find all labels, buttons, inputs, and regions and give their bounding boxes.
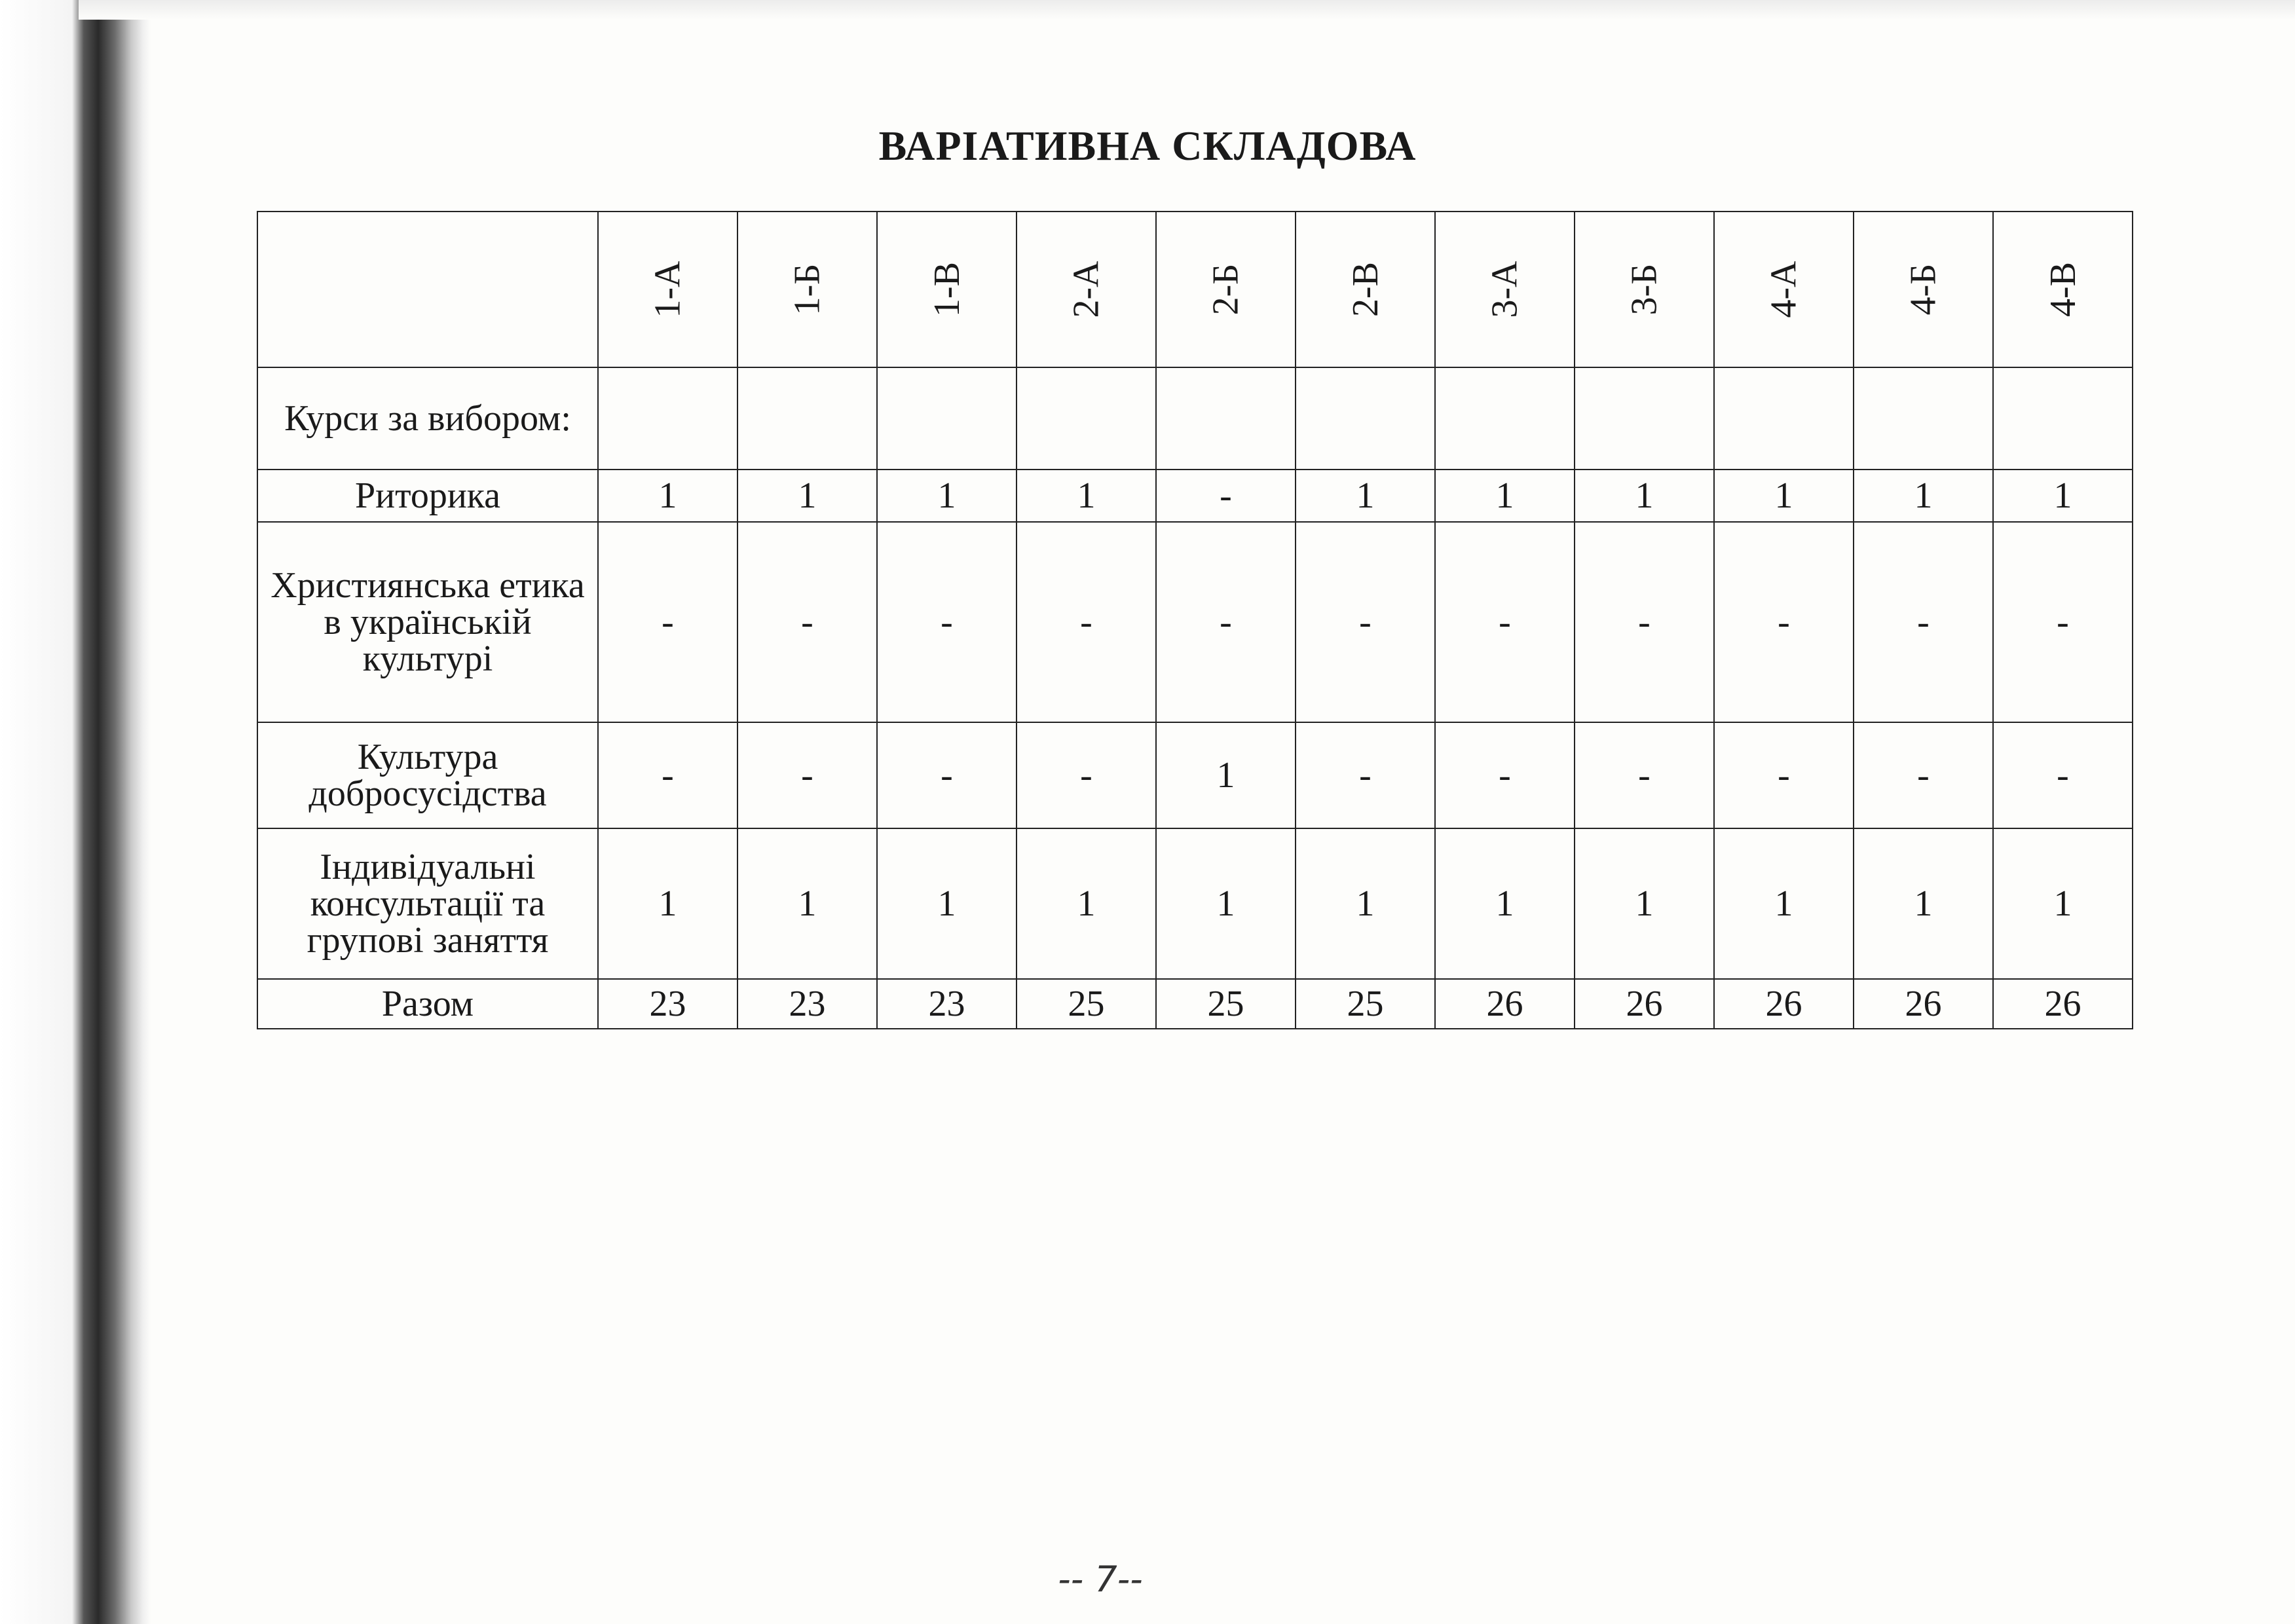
table-cell	[1854, 367, 1993, 470]
table-cell: -	[737, 522, 877, 722]
table-cell: -	[1017, 722, 1156, 828]
table-cell	[1993, 367, 2133, 470]
table-cell: -	[598, 722, 737, 828]
table-cell: -	[1156, 470, 1296, 522]
table-cell: 25	[1296, 979, 1435, 1029]
row-label: Індивідуальні консультації та групові заняття	[257, 828, 598, 979]
table-cell: 23	[877, 979, 1017, 1029]
row-label: Культура добросусідства	[257, 722, 598, 828]
table-cell: -	[1854, 722, 1993, 828]
table-cell: 23	[598, 979, 737, 1029]
table-cell: -	[1854, 522, 1993, 722]
table-cell: 1	[1017, 470, 1156, 522]
table-header-row	[257, 212, 2133, 367]
table-cell: 1	[877, 828, 1017, 979]
row-label: Курси за вибором:	[257, 367, 598, 470]
table-cell: -	[1435, 722, 1575, 828]
header-corner-cell	[257, 212, 598, 367]
table-cell: -	[877, 522, 1017, 722]
column-header: 2-Б	[1156, 212, 1296, 367]
table-cell: 1	[1017, 828, 1156, 979]
binding-shadow	[0, 0, 151, 1624]
row-label: Разом	[257, 979, 598, 1029]
page-number: -- 7--	[1058, 1559, 1143, 1600]
table-cell	[1156, 367, 1296, 470]
table-cell: -	[1575, 722, 1714, 828]
table-cell: -	[877, 722, 1017, 828]
table-cell: 1	[1993, 828, 2133, 979]
table-cell: 1	[1296, 828, 1435, 979]
table-row	[257, 470, 2133, 522]
table-cell: 1	[877, 470, 1017, 522]
table-cell: 1	[1435, 828, 1575, 979]
table-cell: -	[1435, 522, 1575, 722]
table-cell: 1	[1714, 470, 1854, 522]
table-cell: -	[1156, 522, 1296, 722]
table-row	[257, 828, 2133, 979]
table-cell: 26	[1993, 979, 2133, 1029]
column-header: 2-А	[1017, 212, 1156, 367]
scan-top-edge	[79, 0, 2295, 20]
table-cell	[737, 367, 877, 470]
table-cell: 26	[1854, 979, 1993, 1029]
table-cell	[598, 367, 737, 470]
table-cell: 1	[1854, 828, 1993, 979]
table-cell: 1	[1714, 828, 1854, 979]
table-cell	[1017, 367, 1156, 470]
table-cell: -	[1296, 722, 1435, 828]
table-cell: 26	[1435, 979, 1575, 1029]
column-header: 1-Б	[737, 212, 877, 367]
table-cell: 1	[1435, 470, 1575, 522]
table-row	[257, 522, 2133, 722]
table-cell	[1435, 367, 1575, 470]
table-cell: 23	[737, 979, 877, 1029]
column-header: 4-В	[1993, 212, 2133, 367]
table-cell: 1	[598, 470, 737, 522]
table-cell: -	[1714, 722, 1854, 828]
column-header: 4-А	[1714, 212, 1854, 367]
table-cell: 1	[737, 470, 877, 522]
table-cell: 25	[1017, 979, 1156, 1029]
column-header: 3-А	[1435, 212, 1575, 367]
table-cell: -	[1575, 522, 1714, 722]
column-header: 1-А	[598, 212, 737, 367]
table-cell: 1	[1854, 470, 1993, 522]
table-cell: 1	[1575, 470, 1714, 522]
document-title: ВАРІАТИВНА СКЛАДОВА	[878, 122, 1417, 169]
table-cell: -	[737, 722, 877, 828]
table-cell: 1	[737, 828, 877, 979]
table-cell: -	[1993, 722, 2133, 828]
table-cell	[1575, 367, 1714, 470]
table-cell: -	[598, 522, 737, 722]
table-cell: 1	[598, 828, 737, 979]
variative-component-table	[257, 211, 2133, 1029]
table-cell: 1	[1156, 722, 1296, 828]
table-cell: 1	[1296, 470, 1435, 522]
table-cell: 1	[1575, 828, 1714, 979]
table-cell	[1296, 367, 1435, 470]
table-cell: 26	[1714, 979, 1854, 1029]
table-total-row	[257, 979, 2133, 1029]
table-cell	[877, 367, 1017, 470]
table-cell: 1	[1156, 828, 1296, 979]
table-cell: -	[1296, 522, 1435, 722]
table-cell: -	[1993, 522, 2133, 722]
table-row	[257, 722, 2133, 828]
table-cell	[1714, 367, 1854, 470]
table-row	[257, 367, 2133, 470]
column-header: 2-В	[1296, 212, 1435, 367]
row-label: Риторика	[257, 470, 598, 522]
table-cell: 1	[1993, 470, 2133, 522]
column-header: 4-Б	[1854, 212, 1993, 367]
table-cell: -	[1017, 522, 1156, 722]
table-cell: -	[1714, 522, 1854, 722]
column-header: 1-В	[877, 212, 1017, 367]
column-header: 3-Б	[1575, 212, 1714, 367]
row-label: Християнська етика в українській культурі	[257, 522, 598, 722]
table-cell: 25	[1156, 979, 1296, 1029]
table-cell: 26	[1575, 979, 1714, 1029]
